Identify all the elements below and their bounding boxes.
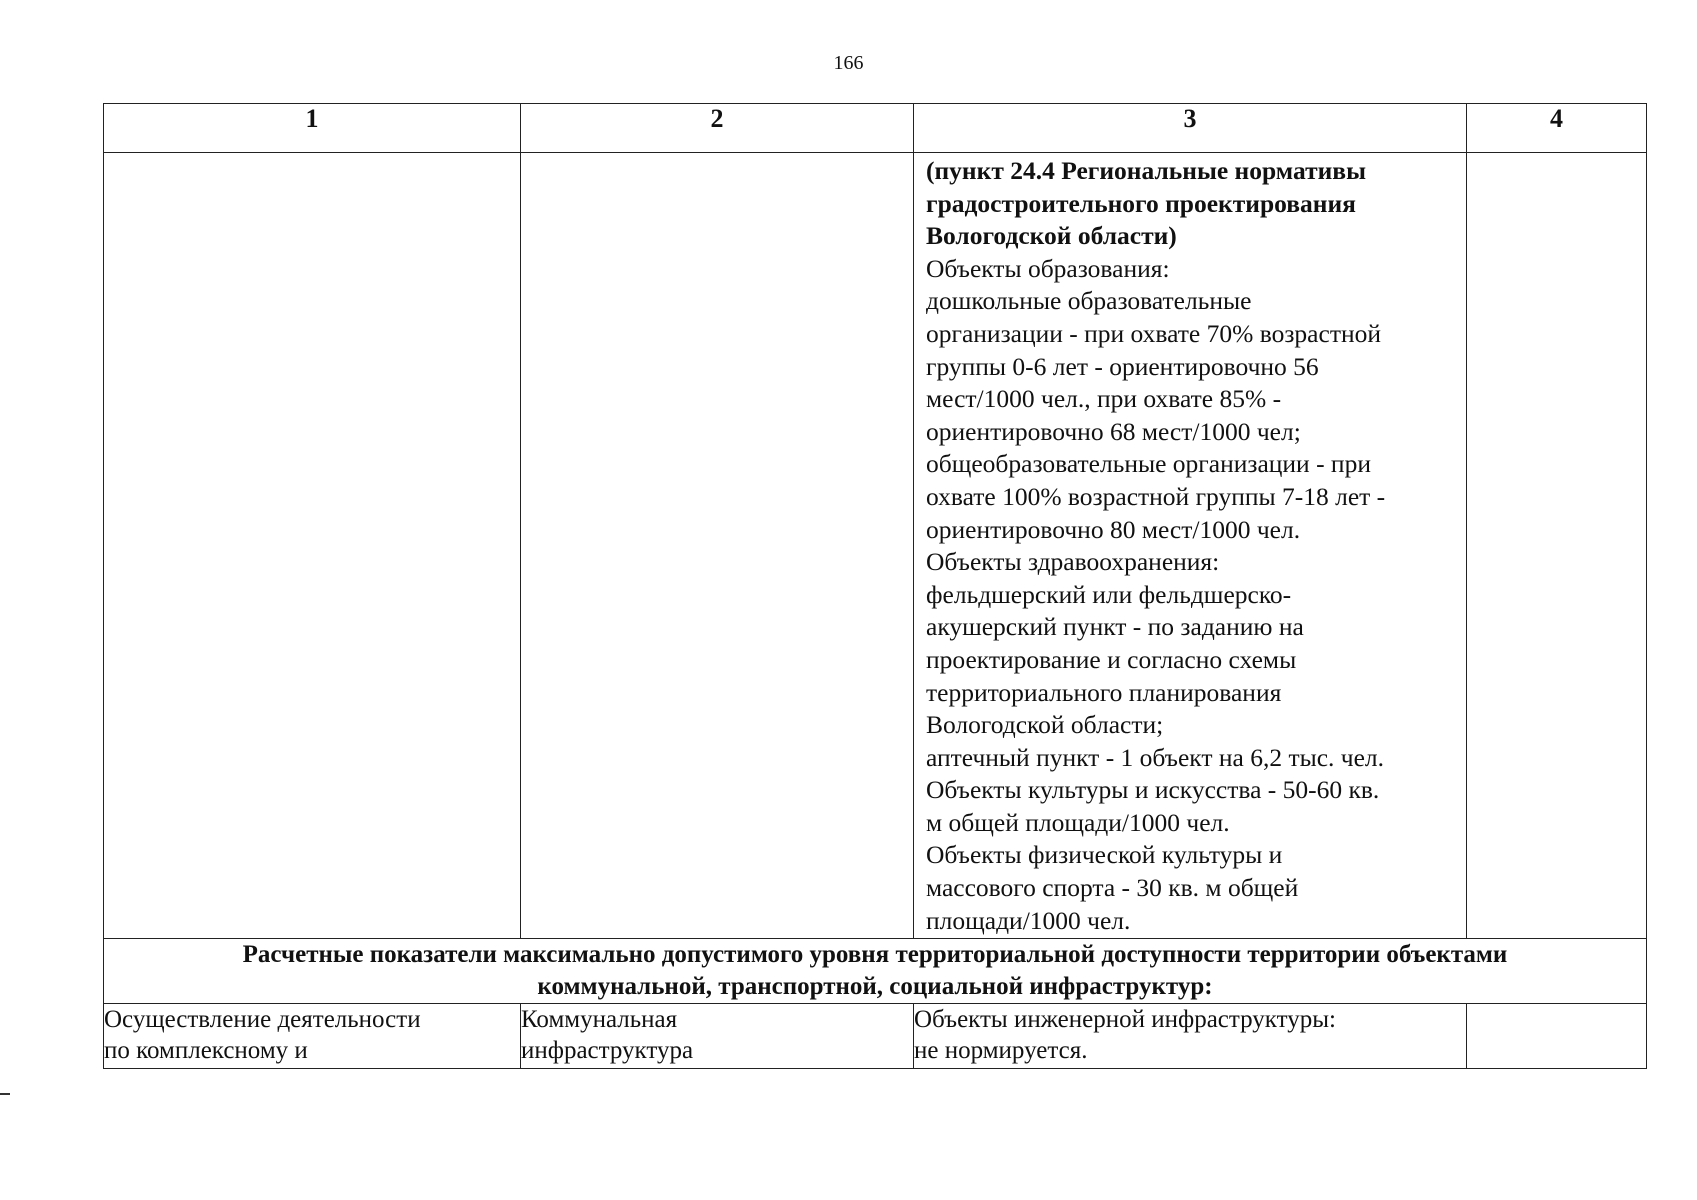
infrastructure-type-line: инфраструктура [521, 1037, 694, 1064]
activity-text-line: по комплексному и [104, 1037, 308, 1064]
column-header-4: 4 [1467, 104, 1647, 153]
norms-text-line: охвате 100% возрастной группы 7-18 лет - [926, 481, 1386, 511]
norms-text-line: ориентировочно 80 мест/1000 чел. [926, 514, 1301, 544]
norms-text-line: аптечный пункт - 1 объект на 6,2 тыс. чел. [926, 742, 1385, 772]
norm-text-line: Объекты инженерной инфраструктуры: [914, 1006, 1336, 1033]
row2-col4-cell [1467, 1004, 1647, 1069]
norms-text-line: Объекты здравоохранения: [926, 547, 1220, 577]
column-header-3: 3 [914, 104, 1467, 153]
norms-text-line: акушерский пункт - по заданию на [926, 612, 1304, 642]
norms-text-line: группы 0-6 лет - ориентировочно 56 [926, 351, 1319, 381]
table-row [104, 1004, 1647, 1069]
row1-col4-cell [1467, 153, 1647, 939]
row2-col1-cell [104, 1004, 521, 1069]
section-header-row [104, 939, 1647, 1004]
norms-text-line: м общей площади/1000 чел. [926, 807, 1230, 837]
norms-text-line: фельдшерский или фельдшерско- [926, 579, 1292, 609]
norms-reference-line: градостроительного проектирования [926, 188, 1356, 218]
page-number: 166 [833, 52, 864, 74]
section-header-cell [104, 939, 1647, 1004]
norms-text-line: площади/1000 чел. [926, 905, 1131, 935]
infrastructure-type-line: Коммунальная [521, 1006, 678, 1033]
row2-col2-cell [521, 1004, 914, 1069]
row1-col1-cell [104, 153, 521, 939]
table-header-row [104, 104, 1647, 153]
norms-text-line: Вологодской области; [926, 710, 1164, 740]
table-row [104, 153, 1647, 939]
norms-text-block [914, 153, 1466, 937]
norm-text-line: не нормируется. [914, 1037, 1088, 1064]
norms-reference-line: Вологодской области) [926, 221, 1177, 251]
norms-text-line: общеобразовательные организации - при [926, 449, 1371, 479]
norms-reference-line: (пункт 24.4 Региональные нормативы [926, 156, 1366, 185]
row1-col2-cell [521, 153, 914, 939]
norms-text-line: Объекты образования: [926, 253, 1170, 283]
norms-text-line: массового спорта - 30 кв. м общей [926, 873, 1299, 903]
norms-text-line: проектирование и согласно схемы [926, 644, 1297, 674]
row2-col3-cell [914, 1004, 1467, 1069]
norms-text-line: дошкольные образовательные [926, 286, 1252, 316]
section-header-line: Расчетные показатели максимально допустимого уровня территориальной доступности территории объектами [242, 941, 1508, 968]
norms-text-line: Объекты физической культуры и [926, 840, 1283, 870]
row1-col3-cell [914, 153, 1467, 939]
norms-text-line: организации - при охвате 70% возрастной [926, 318, 1382, 348]
column-header-2: 2 [521, 104, 914, 153]
norms-text-line: ориентировочно 68 мест/1000 чел; [926, 416, 1301, 446]
norms-text-line: мест/1000 чел., при охвате 85% - [926, 384, 1282, 414]
standards-table [103, 103, 1647, 1069]
norms-text-line: территориального планирования [926, 677, 1282, 707]
norms-text-line: Объекты культуры и искусства - 50-60 кв. [926, 775, 1380, 805]
section-header-line: коммунальной, транспортной, социальной инфраструктур: [537, 973, 1213, 1000]
activity-text-line: Осуществление деятельности [104, 1006, 421, 1033]
scan-edge-mark [0, 1093, 10, 1095]
column-header-1: 1 [104, 104, 521, 153]
